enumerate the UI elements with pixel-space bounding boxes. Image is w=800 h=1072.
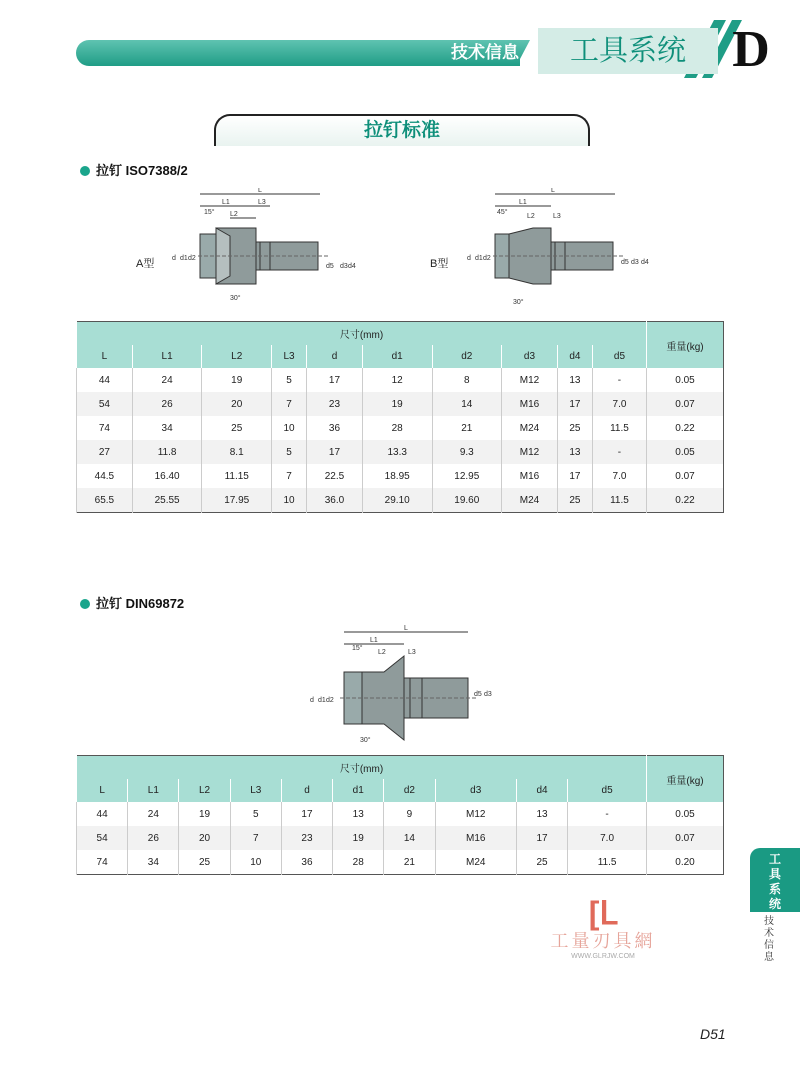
watermark xyxy=(538,896,668,962)
table-cell: 0.07 xyxy=(647,464,724,488)
table-cell: 16.40 xyxy=(132,464,202,488)
table-cell: 0.22 xyxy=(647,416,724,440)
chapter-letter: D xyxy=(732,21,770,78)
table-cell: 54 xyxy=(77,392,133,416)
dim-d: d xyxy=(310,697,314,704)
table-cell: 20 xyxy=(179,826,230,850)
table-cell: 0.05 xyxy=(647,368,724,392)
dim-L: L xyxy=(551,188,555,194)
header-title: 工具系统 xyxy=(538,28,718,74)
tab-char: 息 xyxy=(764,952,774,963)
table-cell: 0.07 xyxy=(647,392,724,416)
dim-d4: d4 xyxy=(641,259,649,266)
column-header: L1 xyxy=(132,345,202,368)
dim-d1: d1 xyxy=(318,697,326,704)
tab-char: 信 xyxy=(764,940,774,951)
table-cell: 44 xyxy=(77,368,133,392)
table-cell: 12 xyxy=(362,368,432,392)
table-cell: 7 xyxy=(272,464,307,488)
dim-L: L xyxy=(258,188,262,194)
table-cell: 19 xyxy=(179,802,230,826)
table-cell: 11.5 xyxy=(592,416,646,440)
table-cell: 74 xyxy=(77,850,128,875)
table-cell: 11.8 xyxy=(132,440,202,464)
tab-char: 工 xyxy=(768,852,781,866)
table-cell: 10 xyxy=(272,488,307,513)
column-header: L3 xyxy=(272,345,307,368)
column-header: d3 xyxy=(502,345,558,368)
table-cell: 0.07 xyxy=(647,826,724,850)
table-cell: 74 xyxy=(77,416,133,440)
iso-subtitle xyxy=(80,160,188,179)
table-row xyxy=(77,826,724,850)
table-cell: M16 xyxy=(502,392,558,416)
table-cell: 11.5 xyxy=(568,850,647,875)
table-cell: 17 xyxy=(557,464,592,488)
table-cell: 29.10 xyxy=(362,488,432,513)
table-cell: 10 xyxy=(230,850,281,875)
watermark-logo: [ᒪ xyxy=(588,895,618,931)
table-cell: - xyxy=(592,440,646,464)
dim-d3: d3 xyxy=(340,263,348,270)
dim-L3: L3 xyxy=(408,649,416,656)
din-spec-table xyxy=(76,755,724,875)
table-cell: 44.5 xyxy=(77,464,133,488)
column-header: d5 xyxy=(568,779,647,802)
dim-L3: L3 xyxy=(258,199,266,206)
dim-L: L xyxy=(404,625,408,632)
angle-30: 30° xyxy=(230,295,241,302)
dim-d5: d5 xyxy=(326,263,334,270)
table-cell: 13 xyxy=(557,368,592,392)
column-header: d3 xyxy=(435,779,516,802)
table-cell: 13 xyxy=(516,802,567,826)
iso-spec-table xyxy=(76,321,724,513)
table-cell: 10 xyxy=(272,416,307,440)
table-row xyxy=(77,368,724,392)
table-cell: 13 xyxy=(333,802,384,826)
table-cell: - xyxy=(592,368,646,392)
table-cell: 24 xyxy=(128,802,179,826)
dim-d3: d3 xyxy=(484,691,492,698)
dim-d4: d4 xyxy=(348,263,356,270)
table-cell: 9 xyxy=(384,802,435,826)
type-a-label: A型 xyxy=(136,258,155,270)
tab-char: 具 xyxy=(768,867,781,881)
drawing-type-b xyxy=(455,188,655,308)
table-cell: 34 xyxy=(128,850,179,875)
table-row xyxy=(77,850,724,875)
section-title: 拉钉标准 xyxy=(214,114,590,146)
column-header: L1 xyxy=(128,779,179,802)
type-b-label: B型 xyxy=(430,258,449,270)
angle-15: 15° xyxy=(204,209,215,216)
angle-45: 45° xyxy=(497,209,508,216)
table-row xyxy=(77,416,724,440)
table-cell: 23 xyxy=(281,826,332,850)
column-header: L2 xyxy=(202,345,272,368)
dim-L2: L2 xyxy=(230,211,238,218)
iso-title-text: 拉钉 ISO7388/2 xyxy=(96,163,188,178)
table-cell: 13 xyxy=(557,440,592,464)
table-cell: 25 xyxy=(516,850,567,875)
table-cell: 24 xyxy=(132,368,202,392)
column-header: d xyxy=(307,345,363,368)
table-cell: 34 xyxy=(132,416,202,440)
table-cell: 0.05 xyxy=(647,440,724,464)
table-cell: 22.5 xyxy=(307,464,363,488)
weight-header: 重量(kg) xyxy=(647,322,724,369)
dim-d: d xyxy=(172,255,176,262)
table-cell: M24 xyxy=(502,416,558,440)
tab-char: 系 xyxy=(768,882,781,896)
dim-d5: d5 xyxy=(474,691,482,698)
dim-d1: d1 xyxy=(475,255,483,262)
tab-char: 统 xyxy=(768,897,781,911)
table-cell: 7.0 xyxy=(568,826,647,850)
table-cell: M12 xyxy=(435,802,516,826)
column-header: d xyxy=(281,779,332,802)
dim-d3: d3 xyxy=(631,259,639,266)
table-cell: 5 xyxy=(230,802,281,826)
table-cell: 25.55 xyxy=(132,488,202,513)
table-cell: 26 xyxy=(132,392,202,416)
watermark-text: 工量刃具網 xyxy=(550,931,656,951)
table-cell: M12 xyxy=(502,440,558,464)
side-tab-tool-system[interactable] xyxy=(750,848,800,912)
table-cell: 17 xyxy=(307,440,363,464)
table-cell: 17 xyxy=(281,802,332,826)
table-row xyxy=(77,440,724,464)
table-cell: 13.3 xyxy=(362,440,432,464)
drawing-type-a xyxy=(160,188,360,308)
column-header: L xyxy=(77,345,133,368)
table-cell: 21 xyxy=(384,850,435,875)
table-cell: 19 xyxy=(333,826,384,850)
column-header: L3 xyxy=(230,779,281,802)
angle-30: 30° xyxy=(513,299,524,306)
table-cell: 28 xyxy=(333,850,384,875)
table-cell: 17 xyxy=(516,826,567,850)
header-subtitle: 技术信息 xyxy=(451,43,519,62)
angle-15: 15° xyxy=(352,645,363,652)
din-title-text: 拉钉 DIN69872 xyxy=(96,596,185,611)
table-cell: 20 xyxy=(202,392,272,416)
table-cell: 25 xyxy=(557,416,592,440)
table-cell: - xyxy=(568,802,647,826)
table-cell: 27 xyxy=(77,440,133,464)
table-cell: 5 xyxy=(272,440,307,464)
watermark-url: WWW.GLRJW.COM xyxy=(571,953,635,960)
weight-header: 重量(kg) xyxy=(647,756,724,803)
table-row xyxy=(77,802,724,826)
table-cell: 7.0 xyxy=(592,464,646,488)
table-cell: M16 xyxy=(502,464,558,488)
table-cell: 25 xyxy=(202,416,272,440)
tab-char: 术 xyxy=(764,928,774,939)
table-cell: 11.15 xyxy=(202,464,272,488)
column-header: L xyxy=(77,779,128,802)
table-cell: 26 xyxy=(128,826,179,850)
column-header: d1 xyxy=(362,345,432,368)
table-cell: 28 xyxy=(362,416,432,440)
table-cell: 7.0 xyxy=(592,392,646,416)
dim-d1: d1 xyxy=(180,255,188,262)
dim-L1: L1 xyxy=(519,199,527,206)
table-cell: 8 xyxy=(432,368,502,392)
table-cell: 18.95 xyxy=(362,464,432,488)
column-header: d4 xyxy=(557,345,592,368)
dim-d2: d2 xyxy=(326,697,334,704)
side-tab-tech-info[interactable] xyxy=(758,916,780,964)
table-cell: 65.5 xyxy=(77,488,133,513)
bullet-icon xyxy=(80,166,90,176)
table-cell: 36.0 xyxy=(307,488,363,513)
table-cell: 25 xyxy=(557,488,592,513)
size-header: 尺寸(mm) xyxy=(77,322,647,346)
table-cell: 9.3 xyxy=(432,440,502,464)
dim-L1: L1 xyxy=(222,199,230,206)
table-cell: 17 xyxy=(307,368,363,392)
table-cell: 0.05 xyxy=(647,802,724,826)
table-cell: 17.95 xyxy=(202,488,272,513)
page-number: D51 xyxy=(700,1026,726,1042)
table-cell: M24 xyxy=(435,850,516,875)
table-cell: 12.95 xyxy=(432,464,502,488)
table-cell: 36 xyxy=(307,416,363,440)
table-cell: 19.60 xyxy=(432,488,502,513)
table-cell: 21 xyxy=(432,416,502,440)
dim-L3: L3 xyxy=(553,213,561,220)
dim-d5: d5 xyxy=(621,259,629,266)
table-cell: M24 xyxy=(502,488,558,513)
table-cell: 36 xyxy=(281,850,332,875)
table-cell: 25 xyxy=(179,850,230,875)
table-cell: 0.22 xyxy=(647,488,724,513)
din-subtitle xyxy=(80,593,184,612)
table-cell: 54 xyxy=(77,826,128,850)
table-cell: 23 xyxy=(307,392,363,416)
dim-L1: L1 xyxy=(370,637,378,644)
column-header: L2 xyxy=(179,779,230,802)
dim-d2: d2 xyxy=(188,255,196,262)
dim-L2: L2 xyxy=(378,649,386,656)
column-header: d2 xyxy=(432,345,502,368)
tab-char: 技 xyxy=(764,916,774,927)
table-cell: 5 xyxy=(272,368,307,392)
table-cell: 11.5 xyxy=(592,488,646,513)
table-row xyxy=(77,392,724,416)
table-cell: 19 xyxy=(362,392,432,416)
size-header: 尺寸(mm) xyxy=(77,756,647,780)
dim-L2: L2 xyxy=(527,213,535,220)
angle-30: 30° xyxy=(360,737,371,744)
table-cell: 17 xyxy=(557,392,592,416)
table-row xyxy=(77,464,724,488)
table-cell: 44 xyxy=(77,802,128,826)
column-header: d4 xyxy=(516,779,567,802)
column-header: d1 xyxy=(333,779,384,802)
table-cell: 14 xyxy=(432,392,502,416)
table-cell: M12 xyxy=(502,368,558,392)
table-row xyxy=(77,488,724,513)
table-cell: 14 xyxy=(384,826,435,850)
table-cell: M16 xyxy=(435,826,516,850)
table-cell: 19 xyxy=(202,368,272,392)
table-cell: 7 xyxy=(272,392,307,416)
table-cell: 7 xyxy=(230,826,281,850)
column-header: d5 xyxy=(592,345,646,368)
column-header: d2 xyxy=(384,779,435,802)
dim-d2: d2 xyxy=(483,255,491,262)
drawing-din xyxy=(300,620,500,750)
table-cell: 0.20 xyxy=(647,850,724,875)
table-cell: 8.1 xyxy=(202,440,272,464)
bullet-icon xyxy=(80,599,90,609)
dim-d: d xyxy=(467,255,471,262)
